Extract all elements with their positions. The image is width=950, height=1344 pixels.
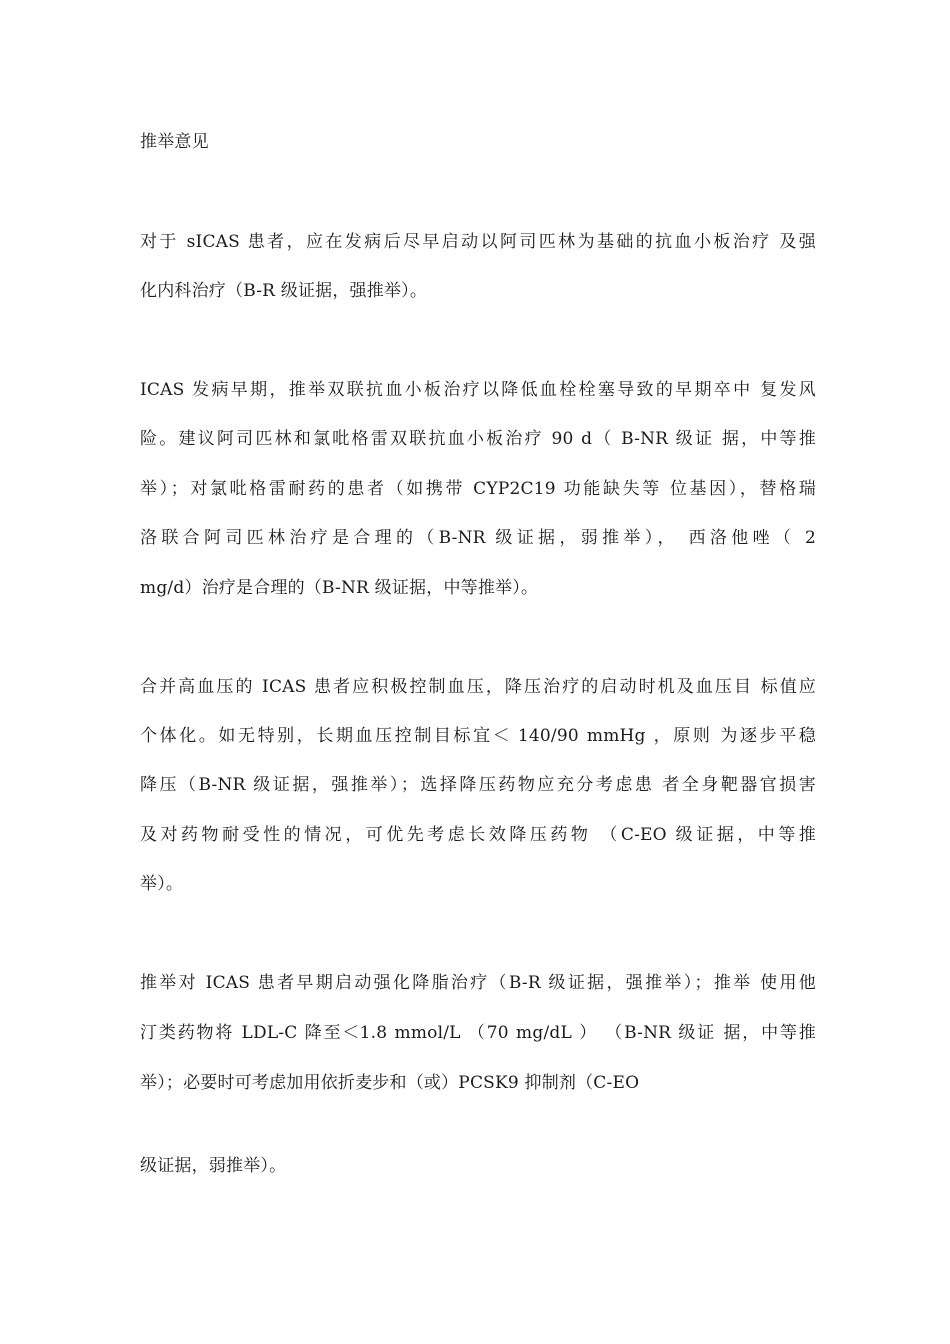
paragraph-line: 举）；必要时可考虑加用依折麦步和（或）PCSK9 抑制剂（C-EO <box>140 1073 640 1093</box>
section-heading: 推举意见 <box>140 132 209 152</box>
paragraph-line: 洛联合阿司匹林治疗是合理的（B-NR 级证据，弱推举）， 西洛他唑（ 2 <box>140 528 816 548</box>
paragraph-line: 对于 sICAS 患者，应在发病后尽早启动以阿司匹林为基础的抗血小板治疗 及强 <box>140 232 816 252</box>
paragraph-line: 汀类药物将 LDL-C 降至＜1.8 mmol/L （70 mg/dL ） （B-NR 级证 据，中等推 <box>140 1023 816 1043</box>
paragraph-line: 降压（B-NR 级证据，强推举）；选择降压药物应充分考虑患 者全身靶器官损害 <box>140 775 816 795</box>
paragraph-line: 合并高血压的 ICAS 患者应积极控制血压，降压治疗的启动时机及血压目 标值应 <box>140 677 816 697</box>
paragraph-line: 化内科治疗（B-R 级证据，强推举）。 <box>140 281 428 301</box>
paragraph-line: 推举对 ICAS 患者早期启动强化降脂治疗（B-R 级证据，强推举）；推举 使用他 <box>140 973 816 993</box>
paragraph-line: 举）。 <box>140 874 184 894</box>
paragraph-line: 级证据，弱推举）。 <box>140 1156 287 1176</box>
paragraph-line: 举）；对氯吡格雷耐药的患者（如携带 CYP2C19 功能缺失等 位基因），替格瑞 <box>140 479 816 499</box>
paragraph-line: ICAS 发病早期，推举双联抗血小板治疗以降低血栓栓塞导致的早期卒中 复发风 <box>140 380 816 400</box>
paragraph-line: 个体化。如无特别，长期血压控制目标宜＜ 140/90 mmHg ，原则 为逐步平稳 <box>140 726 816 746</box>
paragraph-line: 及对药物耐受性的情况，可优先考虑长效降压药物 （C-EO 级证据，中等推 <box>140 825 816 845</box>
paragraph-line: 险。建议阿司匹林和氯吡格雷双联抗血小板治疗 90 d（ B-NR 级证 据，中等推 <box>140 429 816 449</box>
paragraph-line: mg/d）治疗是合理的（B-NR 级证据，中等推举）。 <box>140 578 539 598</box>
